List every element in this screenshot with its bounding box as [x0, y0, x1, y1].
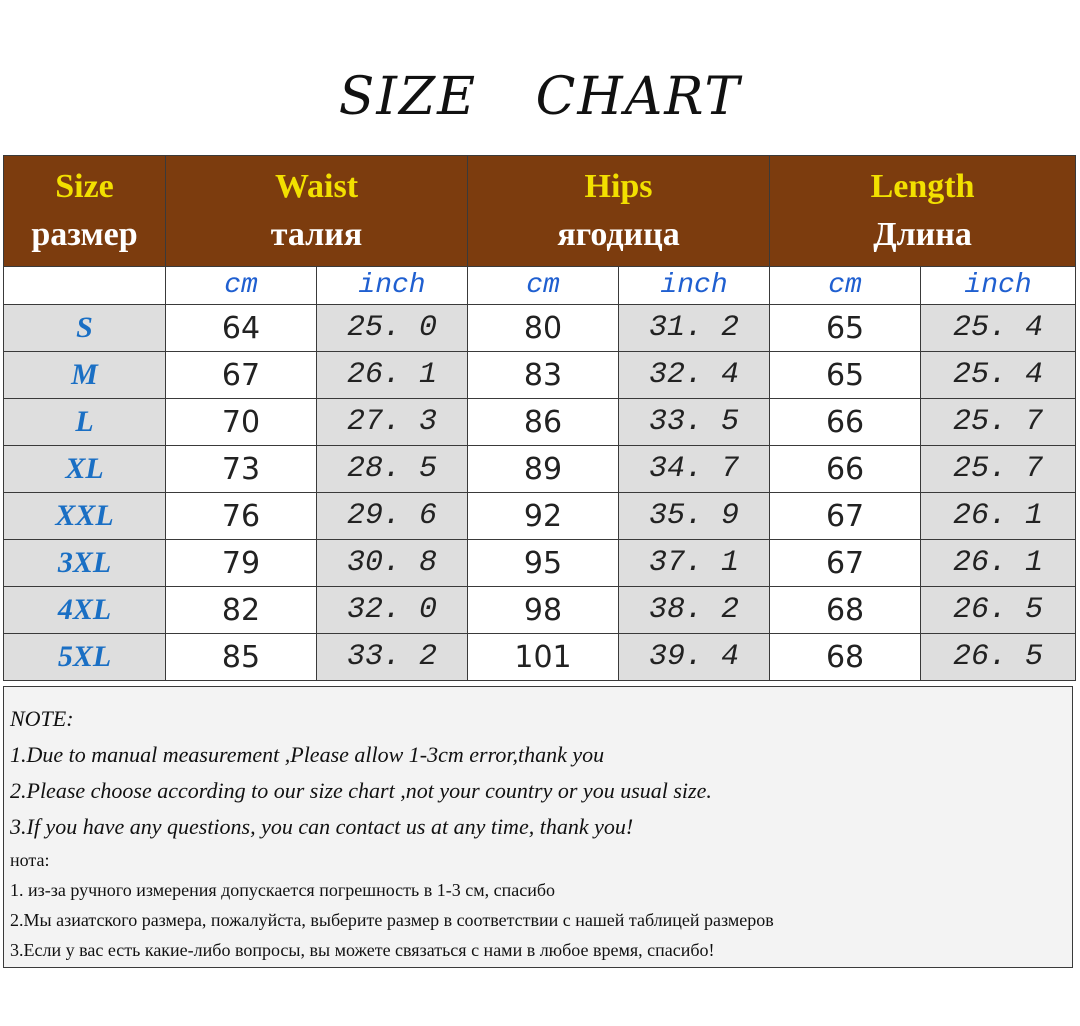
- table-row: [4, 587, 1076, 634]
- length-cm-value: 65: [770, 305, 921, 352]
- length-cm-value: 65: [770, 352, 921, 399]
- header-waist-ru: талия: [270, 216, 363, 253]
- note-ru-line-2: 2.Мы азиатского размера, пожалуйста, выберите размер в соответствии с нашей таблицей размеров: [10, 910, 774, 930]
- size-label: 3XL: [4, 540, 166, 587]
- note-en-line-1: 1.Due to manual measurement ,Please allow 1-3cm error,thank you: [10, 742, 605, 767]
- header-size: [4, 156, 166, 267]
- size-label: L: [4, 399, 166, 446]
- length-cm-value: 67: [770, 493, 921, 540]
- waist-cm-value: 67: [166, 352, 317, 399]
- length-inch-value: 25. 4: [921, 352, 1076, 399]
- hips-inch-value: 32. 4: [619, 352, 770, 399]
- hips-cm-value: 98: [468, 587, 619, 634]
- waist-cm-value: 70: [166, 399, 317, 446]
- waist-inch-value: 26. 1: [317, 352, 468, 399]
- length-cm-value: 68: [770, 587, 921, 634]
- hips-inch-value: 38. 2: [619, 587, 770, 634]
- hips-cm-value: 83: [468, 352, 619, 399]
- length-inch-value: 26. 5: [921, 634, 1076, 681]
- header-length-ru: Длина: [873, 216, 972, 253]
- unit-waist-cm: cm: [166, 267, 317, 305]
- table-row: [4, 493, 1076, 540]
- note-heading-ru: нота:: [10, 850, 50, 870]
- header-hips-ru: ягодица: [557, 216, 680, 253]
- table-row: [4, 305, 1076, 352]
- unit-hips-inch: inch: [619, 267, 770, 305]
- waist-cm-value: 76: [166, 493, 317, 540]
- length-cm-value: 68: [770, 634, 921, 681]
- length-cm-value: 67: [770, 540, 921, 587]
- waist-inch-value: 29. 6: [317, 493, 468, 540]
- waist-cm-value: 64: [166, 305, 317, 352]
- header-length: [770, 156, 1076, 267]
- size-rows: [4, 305, 1076, 681]
- table-row: [4, 446, 1076, 493]
- table-row: [4, 399, 1076, 446]
- waist-inch-value: 28. 5: [317, 446, 468, 493]
- hips-inch-value: 31. 2: [619, 305, 770, 352]
- header-row: [4, 156, 1076, 267]
- note-ru-line-1: 1. из-за ручного измерения допускается погрешность в 1-3 см, спасибо: [10, 880, 555, 900]
- waist-inch-value: 33. 2: [317, 634, 468, 681]
- hips-cm-value: 86: [468, 399, 619, 446]
- size-label: 5XL: [4, 634, 166, 681]
- length-cm-value: 66: [770, 399, 921, 446]
- waist-inch-value: 27. 3: [317, 399, 468, 446]
- length-inch-value: 26. 1: [921, 540, 1076, 587]
- unit-length-inch: inch: [921, 267, 1076, 305]
- size-label: XL: [4, 446, 166, 493]
- size-label: 4XL: [4, 587, 166, 634]
- note-en-line-3: 3.If you have any questions, you can contact us at any time, thank you!: [10, 814, 634, 839]
- length-inch-value: 26. 1: [921, 493, 1076, 540]
- size-label: S: [4, 305, 166, 352]
- waist-inch-value: 32. 0: [317, 587, 468, 634]
- length-inch-value: 26. 5: [921, 587, 1076, 634]
- size-chart-table: [3, 155, 1076, 681]
- hips-inch-value: 35. 9: [619, 493, 770, 540]
- waist-inch-value: 30. 8: [317, 540, 468, 587]
- unit-empty-cell: [4, 267, 166, 305]
- hips-cm-value: 101: [468, 634, 619, 681]
- note-ru-line-3: 3.Если у вас есть какие-либо вопросы, вы можете связаться с нами в любое время, спасибо!: [10, 940, 715, 960]
- waist-cm-value: 82: [166, 587, 317, 634]
- unit-length-cm: cm: [770, 267, 921, 305]
- length-inch-value: 25. 4: [921, 305, 1076, 352]
- unit-row: [4, 267, 1076, 305]
- header-waist-en: Waist: [274, 168, 359, 205]
- size-label: XXL: [4, 493, 166, 540]
- waist-cm-value: 79: [166, 540, 317, 587]
- header-size-en: Size: [55, 168, 114, 205]
- hips-inch-value: 37. 1: [619, 540, 770, 587]
- hips-inch-value: 33. 5: [619, 399, 770, 446]
- waist-cm-value: 73: [166, 446, 317, 493]
- hips-cm-value: 92: [468, 493, 619, 540]
- length-cm-value: 66: [770, 446, 921, 493]
- header-hips: [468, 156, 770, 267]
- hips-cm-value: 95: [468, 540, 619, 587]
- hips-cm-value: 80: [468, 305, 619, 352]
- table-row: [4, 540, 1076, 587]
- header-length-en: Length: [870, 168, 975, 205]
- note-heading-en: NOTE:: [10, 706, 74, 731]
- page-title: SIZE CHART: [338, 67, 742, 127]
- hips-inch-value: 34. 7: [619, 446, 770, 493]
- length-inch-value: 25. 7: [921, 399, 1076, 446]
- unit-waist-inch: inch: [317, 267, 468, 305]
- waist-cm-value: 85: [166, 634, 317, 681]
- waist-inch-value: 25. 0: [317, 305, 468, 352]
- unit-hips-cm: cm: [468, 267, 619, 305]
- hips-cm-value: 89: [468, 446, 619, 493]
- header-waist: [166, 156, 468, 267]
- length-inch-value: 25. 7: [921, 446, 1076, 493]
- hips-inch-value: 39. 4: [619, 634, 770, 681]
- notes-box: [3, 686, 1073, 968]
- header-hips-en: Hips: [584, 168, 653, 205]
- size-label: M: [4, 352, 166, 399]
- header-size-ru: размер: [31, 216, 138, 253]
- table-row: [4, 634, 1076, 681]
- note-en-line-2: 2.Please choose according to our size chart ,not your country or you usual size.: [10, 778, 712, 803]
- table-row: [4, 352, 1076, 399]
